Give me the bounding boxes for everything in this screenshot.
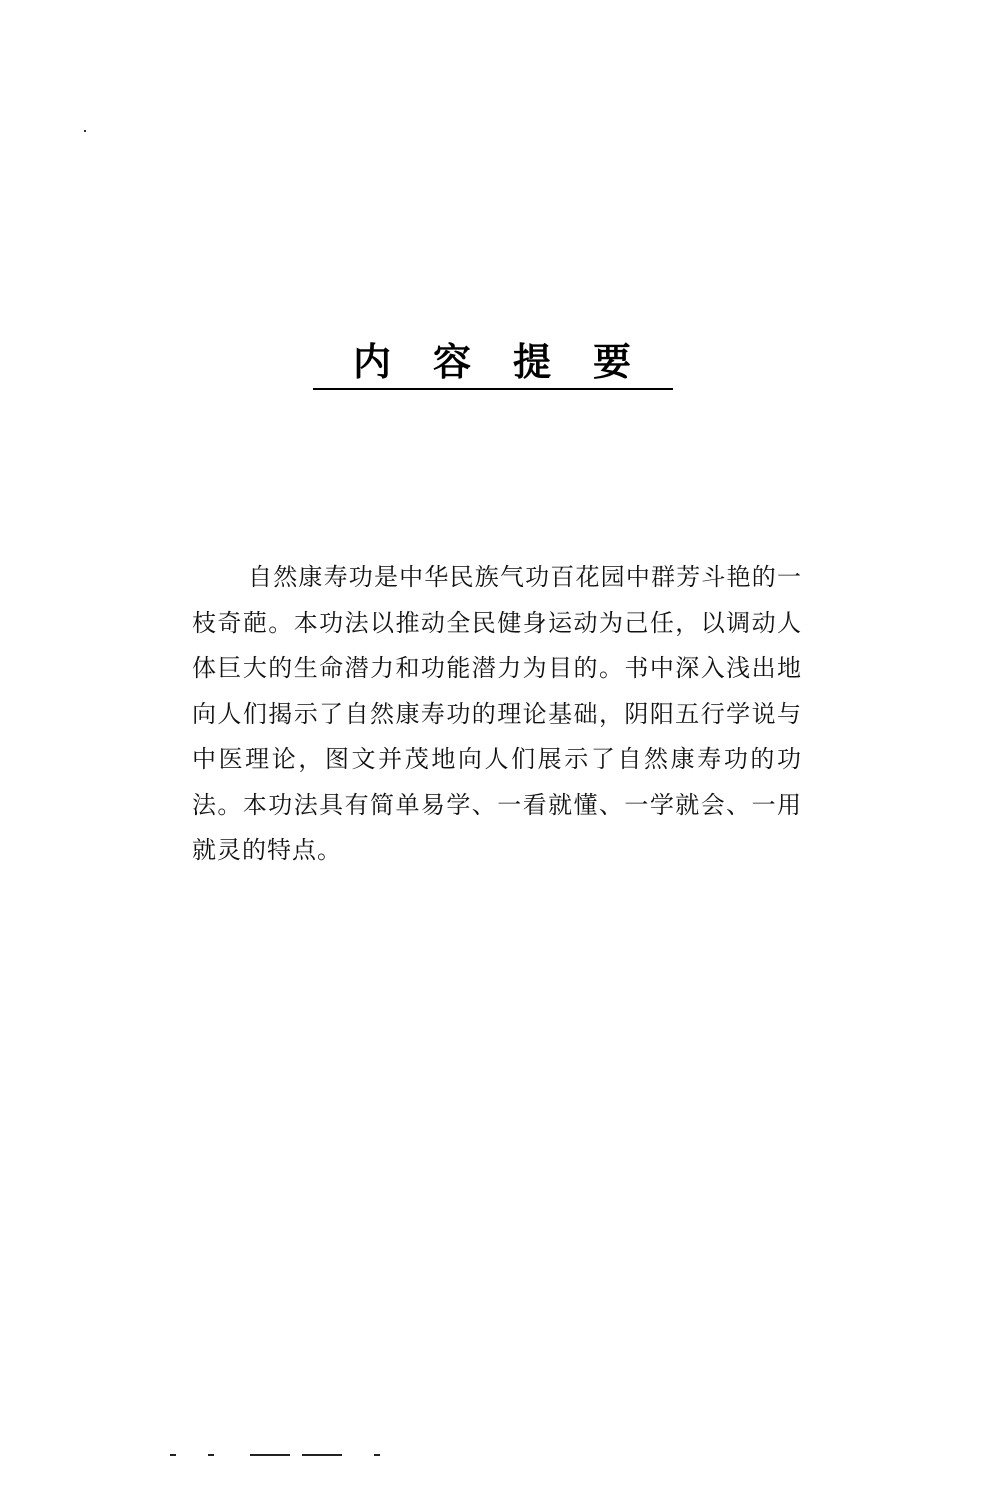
scan-mark <box>302 1454 342 1456</box>
scan-mark <box>208 1454 214 1456</box>
scan-mark <box>250 1454 290 1456</box>
scan-mark <box>170 1454 176 1456</box>
title-underline <box>313 388 673 390</box>
page-title: 内容提要 <box>353 339 674 384</box>
footer-scan-marks <box>170 1452 390 1458</box>
abstract-paragraph: 自然康寿功是中华民族气功百花园中群芳斗艳的一枝奇葩。本功法以推动全民健身运动为己任，以调动人体巨大的生命潜力和功能潜力为目的。书中深入浅出地向人们揭示了自然康寿功的理论基础，阴阳五行学说与中医理论，图文并茂地向人们展示了自然康寿功的功法。本功法具有简单易学、一看就懂、一学就会、一用就灵的特点。 <box>192 563 802 864</box>
heading-block <box>313 338 673 390</box>
scan-mark <box>374 1454 380 1456</box>
scan-speck <box>84 130 86 132</box>
